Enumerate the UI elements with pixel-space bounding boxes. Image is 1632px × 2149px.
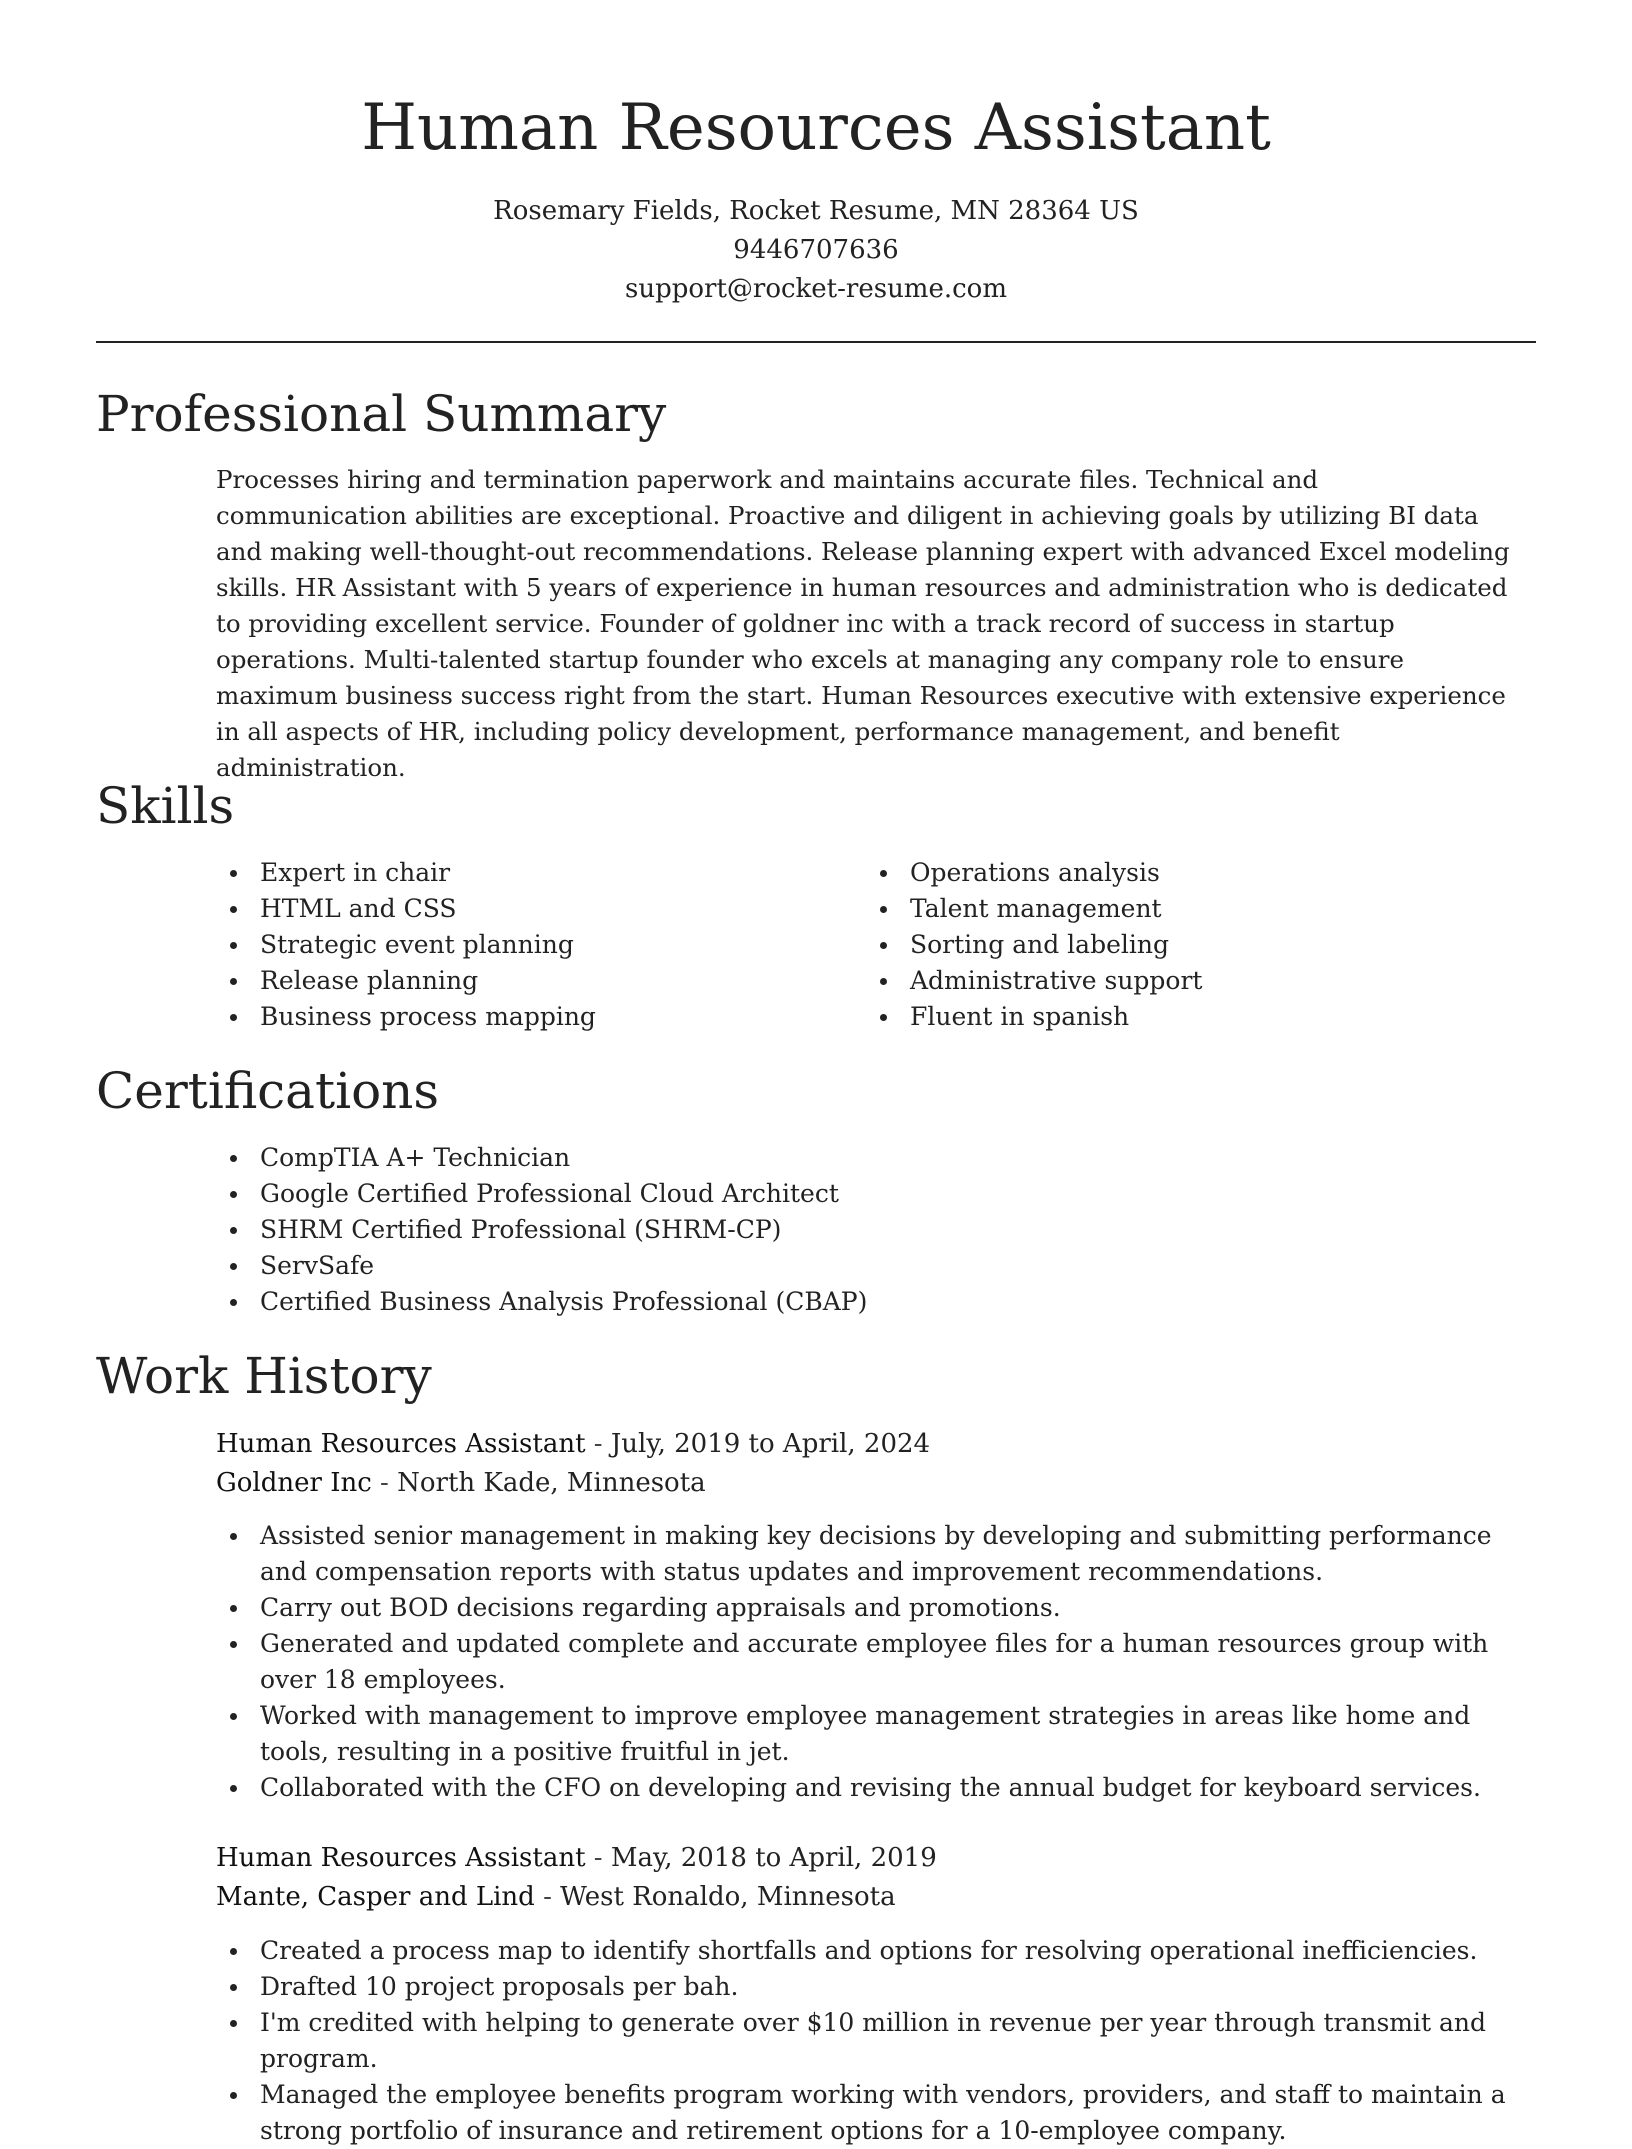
job-separator: - (585, 1843, 611, 1873)
job-bullet: Collaborated with the CFO on developing and revising the annual budget for keyboard services. (216, 1770, 1516, 1806)
summary-text: Processes hiring and termination paperwork and maintains accurate files. Technical and communication abilities are exceptional. Proactive and diligent in achieving goals by utilizing BI data and making well-thought-out recommendations. Release planning expert with advanced Excel modeling skills. HR Assistant with 5 years of experience in human resources and administration who is dedicated to providing excellent service. Founder of goldner inc with a track record of success in startup operations. Multi-talented startup founder who excels at managing any company role to ensure maximum business success right from the start. Human Resources executive with extensive experience in all aspects of HR, including policy development, performance management, and benefit administration. (216, 465, 1510, 782)
job-bullet: I'm credited with helping to generate over $10 million in revenue per year through transmit and program. (216, 2005, 1516, 2077)
contact-email: support@rocket-resume.com (624, 274, 1007, 304)
job-title: Human Resources Assistant (216, 1843, 586, 1873)
job-title-line (216, 1425, 930, 1464)
job-separator: - (534, 1882, 561, 1912)
job-company: Goldner Inc (216, 1468, 372, 1498)
summary-heading: Professional Summary (96, 385, 667, 443)
certification-item: Google Certified Professional Cloud Architect (216, 1176, 1516, 1212)
job-separator: - (371, 1468, 398, 1498)
job-bullet: Assisted senior management in making key decisions by developing and submitting performance and compensation reports with status updates and improvement recommendations. (216, 1518, 1516, 1590)
skills-list-right (866, 855, 1466, 1035)
job-bullet: Worked with management to improve employee management strategies in areas like home and tools, resulting in a positive fruitful in jet. (216, 1698, 1516, 1770)
skill-item: HTML and CSS (216, 891, 816, 927)
job-dates: July, 2019 to April, 2024 (610, 1429, 931, 1459)
certification-item: Certified Business Analysis Professional (CBAP) (216, 1284, 1516, 1320)
skill-item: Fluent in spanish (866, 999, 1466, 1035)
certifications-list (216, 1140, 1516, 1320)
job-dates: May, 2018 to April, 2019 (610, 1843, 937, 1873)
skill-item: Business process mapping (216, 999, 816, 1035)
skill-item: Talent management (866, 891, 1466, 927)
job-company-line (216, 1878, 937, 1917)
job-title-line (216, 1839, 937, 1878)
skill-item: Sorting and labeling (866, 927, 1466, 963)
certification-item: CompTIA A+ Technician (216, 1140, 1516, 1176)
job-bullet: Drafted 10 project proposals per bah. (216, 1969, 1516, 2005)
certification-item: ServSafe (216, 1248, 1516, 1284)
job-bullet: Generated and updated complete and accurate employee files for a human resources group with over 18 employees. (216, 1626, 1516, 1698)
job-bullet: Carry out BOD decisions regarding appraisals and promotions. (216, 1590, 1516, 1626)
job-separator: - (585, 1429, 611, 1459)
skill-item: Release planning (216, 963, 816, 999)
job-bullets (216, 1933, 1516, 2149)
contact-info (0, 192, 1632, 309)
job-header (216, 1425, 930, 1503)
certification-item: SHRM Certified Professional (SHRM-CP) (216, 1212, 1516, 1248)
job-company: Mante, Casper and Lind (216, 1882, 535, 1912)
work-history-heading: Work History (96, 1347, 432, 1405)
certifications-heading: Certifications (96, 1062, 440, 1120)
header-divider (96, 341, 1536, 343)
skill-item: Administrative support (866, 963, 1466, 999)
contact-address: Rosemary Fields, Rocket Resume, MN 28364 US (493, 196, 1139, 226)
job-bullets (216, 1518, 1516, 1806)
skills-heading: Skills (96, 777, 235, 835)
job-location: West Ronaldo, Minnesota (560, 1882, 896, 1912)
skill-item: Operations analysis (866, 855, 1466, 891)
skills-list-left (216, 855, 816, 1035)
skill-item: Expert in chair (216, 855, 816, 891)
job-title: Human Resources Assistant (216, 1429, 586, 1459)
resume-header (0, 0, 1632, 309)
contact-phone: 9446707636 (733, 235, 899, 265)
job-bullet: Created a process map to identify shortfalls and options for resolving operational inefficiencies. (216, 1933, 1516, 1969)
job-header (216, 1839, 937, 1917)
resume-title: Human Resources Assistant (361, 91, 1271, 165)
skill-item: Strategic event planning (216, 927, 816, 963)
job-location: North Kade, Minnesota (397, 1468, 706, 1498)
job-company-line (216, 1464, 930, 1503)
job-bullet: Managed the employee benefits program working with vendors, providers, and staff to maintain a strong portfolio of insurance and retirement options for a 10-employee company. (216, 2077, 1516, 2149)
